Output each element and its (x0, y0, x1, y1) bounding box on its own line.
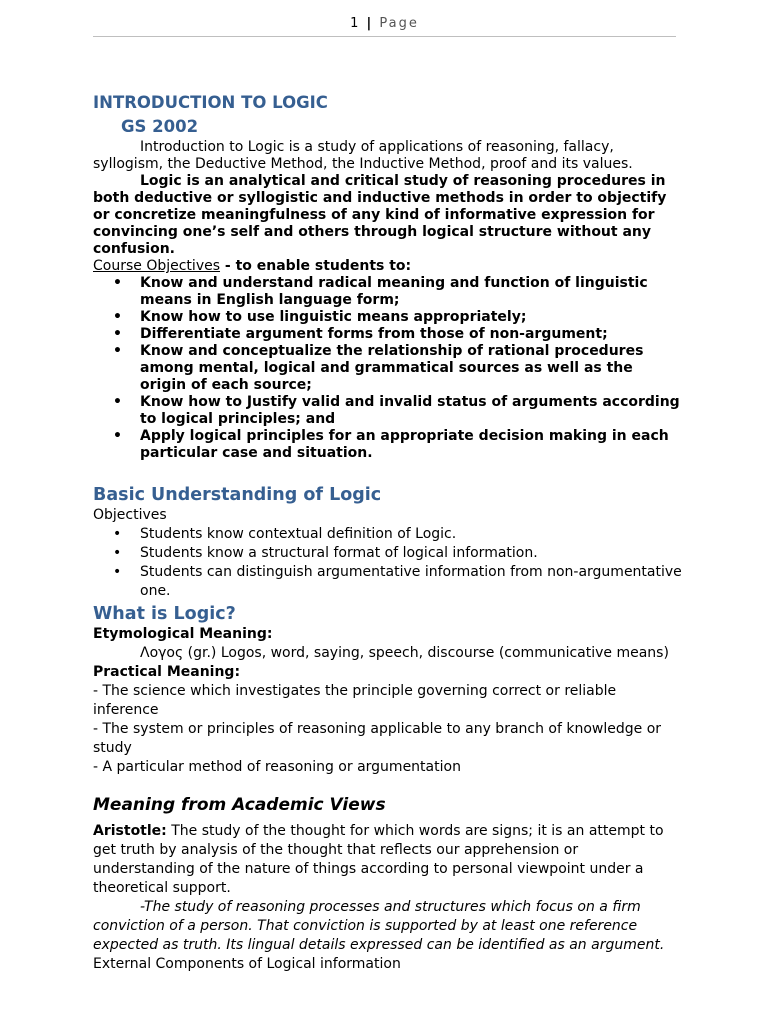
doc-title: INTRODUCTION TO LOGIC (93, 93, 328, 112)
list-item: • Know and conceptualize the relationship of rational procedures among mental, logical and grammatical sources as well as the origin of each source; (113, 343, 644, 393)
section-heading-basic: Basic Understanding of Logic (93, 485, 382, 505)
list-item: • Students can distinguish argumentative information from non-argumentative one. (113, 564, 682, 599)
etymological-text: Λογος (gr.) Logos, word, saying, speech, discourse (communicative means) (140, 645, 669, 661)
section-heading-what: What is Logic? (93, 604, 236, 624)
intro-paragraph: Introduction to Logic is a study of applications of reasoning, fallacy, syllogism, the Deductive Method, the Inductive Method, proof and its values. (93, 139, 633, 172)
bullet-icon: • (113, 309, 122, 325)
bullet-icon: • (113, 394, 122, 410)
course-objectives-list (93, 275, 683, 462)
practical-item: - The system or principles of reasoning applicable to any branch of knowledge or study (93, 721, 662, 756)
practical-item: - The science which investigates the principle governing correct or reliable inference (93, 683, 617, 718)
header-rule (93, 36, 676, 37)
objectives-label: Objectives (93, 507, 167, 523)
doc-course-code: GS 2002 (121, 117, 199, 136)
course-objectives-suffix: - to enable students to: (220, 258, 412, 274)
list-item: • Students know a structural format of logical information. (113, 545, 538, 561)
bullet-icon: • (113, 545, 122, 561)
course-objectives-line (93, 258, 683, 275)
section-heading-academic: Meaning from Academic Views (93, 795, 386, 815)
aristotle-label: Aristotle: (93, 823, 167, 839)
aristotle-paragraph (93, 822, 683, 898)
page-number: 1 (350, 16, 359, 31)
practical-label: Practical Meaning: (93, 664, 241, 680)
list-item: • Know how to use linguistic means appropriately; (113, 309, 527, 325)
bullet-icon: • (113, 526, 122, 542)
practical-item: - A particular method of reasoning or argumentation (93, 759, 461, 775)
list-item: • Students know contextual definition of Logic. (113, 526, 457, 542)
etymological-label: Etymological Meaning: (93, 626, 273, 642)
list-item: • Apply logical principles for an appropriate decision making in each particular case and situation. (113, 428, 669, 461)
italic-paragraph: -The study of reasoning processes and structures which focus on a firm conviction of a person. That conviction is supported by at least one reference expected as truth. Its lingual details expressed can be identified as an argument. (93, 899, 665, 953)
page-separator: | (366, 16, 372, 31)
bullet-icon: • (113, 428, 122, 444)
bullet-icon: • (113, 564, 122, 580)
list-item: • Differentiate argument forms from those of non-argument; (113, 326, 608, 342)
aristotle-text: The study of the thought for which words are signs; it is an attempt to get truth by analysis of the thought that reflects our apprehension or understanding of the nature of things according to personal viewpoint under a theoretical support. (93, 823, 664, 896)
basic-objectives-list (93, 525, 683, 601)
page-label: Page (379, 16, 419, 31)
document-body (93, 91, 683, 974)
bullet-icon: • (113, 275, 122, 291)
bullet-icon: • (113, 326, 122, 342)
course-objectives-label: Course Objectives (93, 258, 221, 274)
list-item: • Know how to Justify valid and invalid status of arguments according to logical principles; and (113, 394, 680, 427)
bullet-icon: • (113, 343, 122, 359)
logic-definition-paragraph: Logic is an analytical and critical study of reasoning procedures in both deductive or syllogistic and inductive methods in order to objectify or concretize meaningfulness of any kind of informative expression for convincing one’s self and others through logical structure without any confusion. (93, 173, 667, 257)
page-header (93, 16, 676, 31)
list-item: • Know and understand radical meaning and function of linguistic means in English language form; (113, 275, 648, 308)
external-components-line: External Components of Logical information (93, 956, 401, 972)
